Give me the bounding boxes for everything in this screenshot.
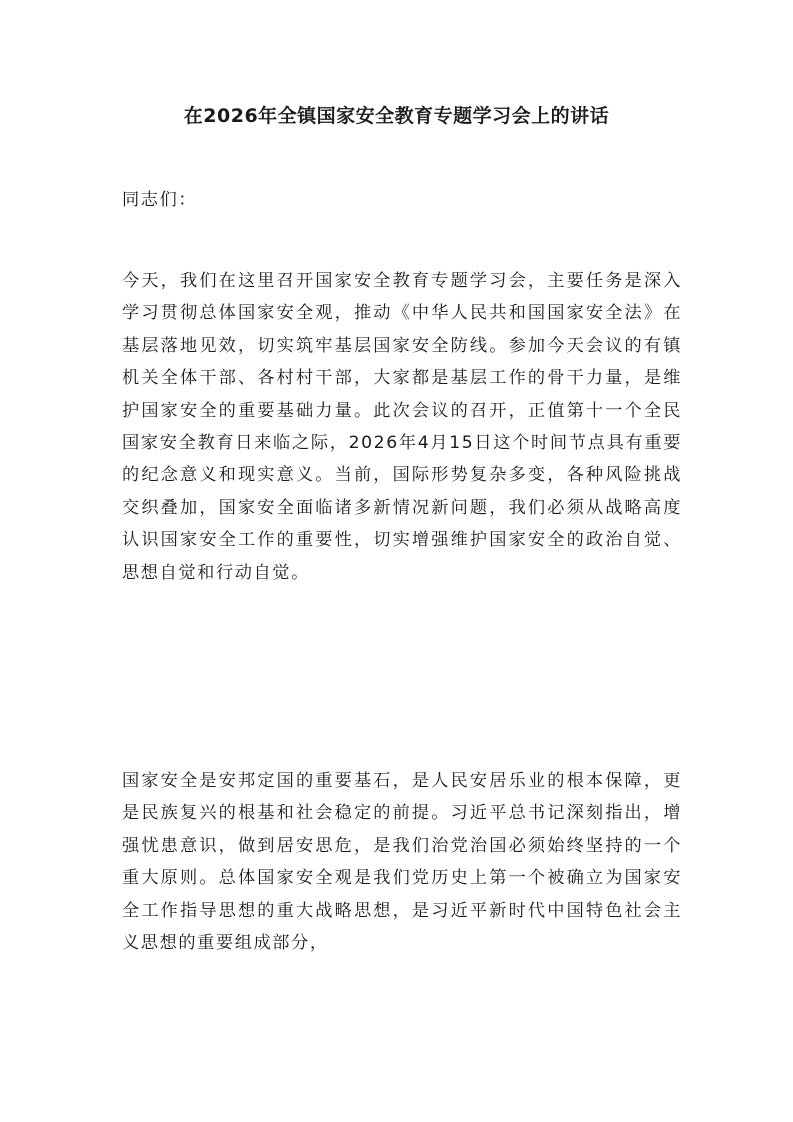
greeting: 同志们： [122, 190, 198, 210]
paragraph-2: 国家安全是安邦定国的重要基石，是人民安居乐业的根本保障，更是民族复兴的根基和社会稳定的前提。习近平总书记深刻指出，增强忧患意识，做到居安思危，是我们治党治国必须始终坚持的一个重大原则。总体国家安全观是我们党历史上第一个被确立为国家安全工作指导思想的重大战略思想，是习近平新时代中国特色社会主义思想的重要组成部分， [122, 771, 682, 954]
paragraph-1: 今天，我们在这里召开国家安全教育专题学习会，主要任务是深入学习贯彻总体国家安全观，推动《中华人民共和国国家安全法》在基层落地见效，切实筑牢基层国家安全防线。参加今天会议的有镇机关全体干部、各村村干部，大家都是基层工作的骨干力量，是维护国家安全的重要基础力量。此次会议的召开，正值第十一个全民国家安全教育日来临之际，2026年4月15日这个时间节点具有重要的纪念意义和现实意义。当前，国际形势复杂多变，各种风险挑战交织叠加，国家安全面临诸多新情况新问题，我们必须从战略高度认识国家安全工作的重要性，切实增强维护国家安全的政治自觉、思想自觉和行动自觉。 [122, 271, 682, 583]
document-title: 在2026年全镇国家安全教育专题学习会上的讲话 [183, 105, 610, 127]
